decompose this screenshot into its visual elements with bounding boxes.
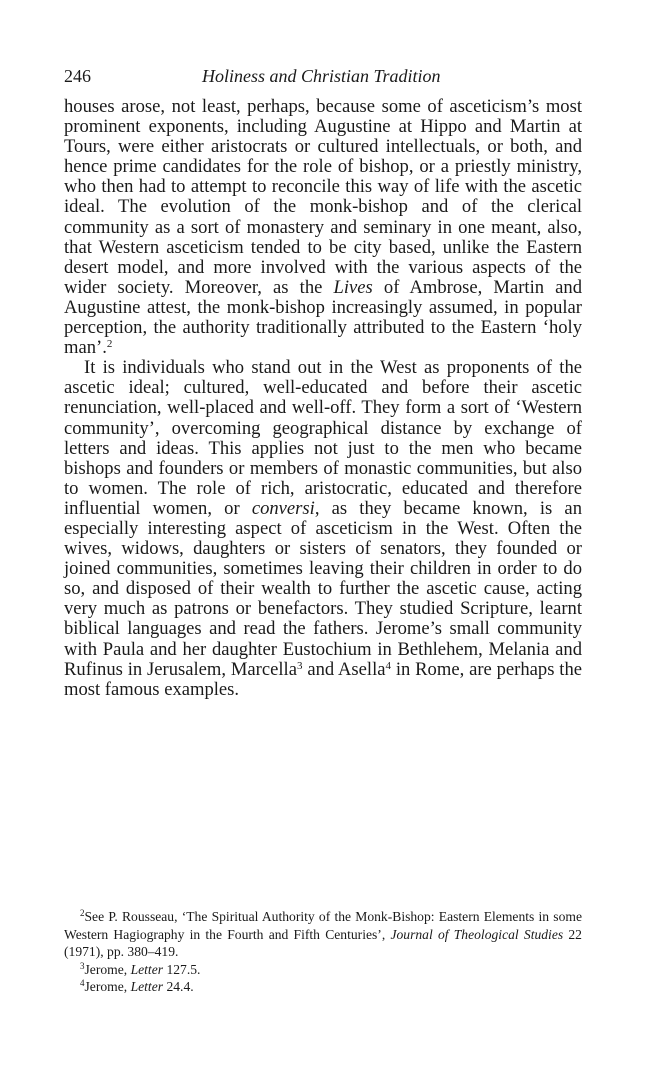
paragraph-2-italic-conversi: conversi: [251, 497, 315, 519]
footnote-2-number: 2: [80, 908, 85, 918]
body-text: [64, 97, 582, 700]
paragraph-1-italic-lives: Lives: [333, 276, 373, 298]
paragraph-2-text-d: and Asella: [302, 658, 386, 680]
footnote-3: [64, 961, 582, 979]
page-number: 246: [64, 66, 91, 86]
paragraph-1-text-a: houses arose, not least, perhaps, because some of asceticism’s most prominent exponents, including Augustine at Hippo and Martin at Tours, were either aristocrats or cultured intellectuals, or both, and hence prime candidates for the role of bishop, or a priestly ministry, who then had to attempt to reconcile this way of life with the ascetic ideal. The evolution of the monk-bishop and of the clerical community as a sort of monastery and seminary in one meant, also, that Western asceticism tended to be city based, unlike the Eastern desert model, and more involved with the various aspects of the wider society. Moreover, as the: [64, 96, 582, 298]
paragraph-2: [64, 358, 582, 700]
paragraph-1-text-c: of Ambrose, Martin and Augustine attest, the monk-bishop increasingly assumed, in popular perception, the authority traditionally attributed to the Eastern ‘holy man’.: [64, 276, 583, 359]
running-header: [64, 64, 594, 88]
paragraph-2-text-c: , as they became known, is an especially interesting aspect of asceticism in the West. Often the wives, widows, daughters or sisters of senators, they founded or joined communities, sometimes leaving their children in order to do so, and disposed of their wealth to further the ascetic cause, acting very much as patrons or benefactors. They studied Scripture, learnt biblical languages and read the fathers. Jerome’s small community with Paula and her daughter Eustochium in Bethlehem, Melania and Rufinus in Jerusalem, Marcella: [64, 497, 582, 680]
paragraph-2-text-a: It is individuals who stand out in the West as proponents of the ascetic ideal; cultured, well-educated and before their ascetic renunciation, well-placed and well-off. They form a sort of ‘Western community’, overcoming geographical distance by exchange of letters and ideas. This applies not just to the men who became bishops and founders or members of monastic communities, but also to women. The role of rich, aristocratic, educated and therefore influential women, or: [64, 357, 582, 519]
footnote-3-italic: Letter: [130, 961, 164, 977]
footnote-ref-4[interactable]: 4: [385, 659, 391, 672]
footnote-3-number: 3: [80, 960, 85, 971]
footnote-4-italic: Letter: [130, 979, 164, 994]
paragraph-1: [64, 97, 582, 358]
footnote-2: [64, 908, 582, 961]
footnote-3-text-c: 127.5.: [163, 961, 201, 977]
footnotes: [64, 908, 582, 996]
footnote-4-text-c: 24.4.: [163, 979, 194, 994]
footnote-ref-3[interactable]: 3: [296, 659, 303, 672]
footnote-2-text-a: See P. Rousseau, ‘The Spiritual Authority of the Monk-Bishop: Eastern Elements in some Western Hagiography in the Fourth and Fifth Centuries’,: [64, 909, 582, 942]
footnote-4: [64, 978, 582, 996]
footnote-ref-2[interactable]: 2: [106, 338, 113, 351]
footnote-4-number: 4: [80, 978, 85, 988]
paragraph-2-text-e: in Rome, are perhaps the most famous examples.: [64, 658, 583, 700]
footnote-2-text-c: 22 (1971), pp. 380–419.: [64, 926, 582, 959]
running-title: Holiness and Christian Tradition: [202, 66, 441, 86]
footnote-4-text-a: Jerome,: [84, 979, 131, 994]
footnote-3-text-a: Jerome,: [84, 961, 131, 977]
footnote-2-journal-title: Journal of Theological Studies: [390, 926, 564, 942]
